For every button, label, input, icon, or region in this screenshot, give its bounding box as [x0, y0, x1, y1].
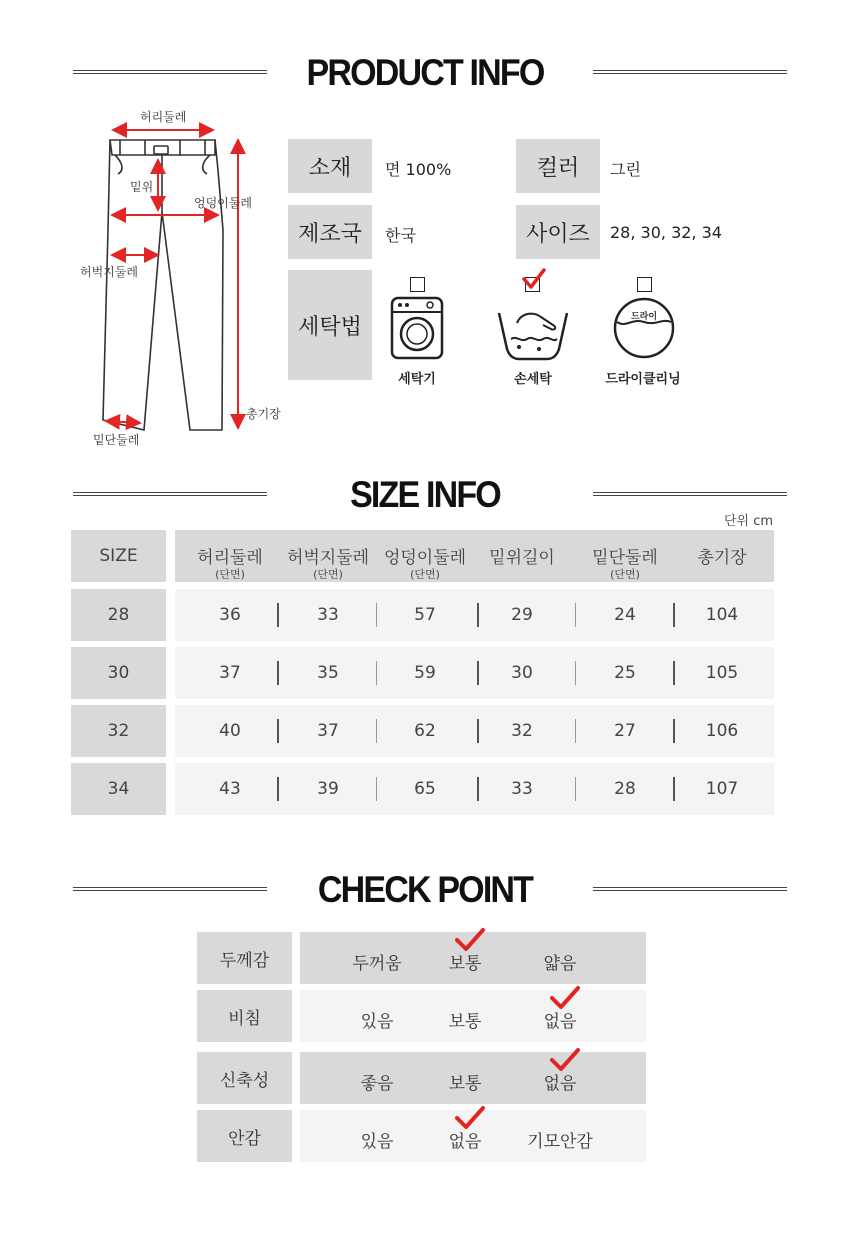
size-header-sub: (단면) [410, 568, 440, 581]
size-header-label: 밑단둘레 [592, 548, 658, 568]
column-divider [673, 661, 675, 685]
check-point-option: 얇음 [543, 954, 577, 974]
column-divider [477, 603, 479, 627]
hand-wash-icon [495, 305, 571, 361]
size-header-sub: (단면) [313, 568, 343, 581]
check-point-option: 있음 [360, 1132, 394, 1152]
check-point-option: 기모안감 [527, 1132, 593, 1152]
product-info-title: PRODUCT INFO [306, 52, 544, 93]
column-divider [277, 661, 279, 685]
check-point-option: 보통 [448, 1012, 482, 1032]
column-divider [673, 777, 675, 801]
size-cell-value: 105 [705, 663, 739, 683]
column-divider [477, 661, 479, 685]
diagram-waist-label: 허리둘레 [140, 110, 187, 124]
column-divider [575, 777, 576, 801]
check-point-option: 보통 [448, 1074, 482, 1094]
size-info-title: SIZE INFO [350, 474, 500, 515]
column-divider [376, 719, 377, 743]
size-cell-value: 59 [414, 663, 436, 683]
color-label: 컬러 [516, 139, 600, 193]
size-header-label: 밑위길이 [489, 548, 555, 568]
size-cell-value: 24 [614, 605, 636, 625]
size-header-label: 허리둘레 [197, 548, 263, 568]
check-point-option: 두꺼움 [352, 954, 402, 974]
color-value: 그린 [610, 160, 641, 179]
size-row-label: 34 [71, 763, 166, 815]
size-header-label: 엉덩이둘레 [383, 548, 467, 568]
column-divider [277, 777, 279, 801]
column-divider [376, 777, 377, 801]
check-point-label: 안감 [197, 1110, 292, 1162]
size-header-label: 총기장 [697, 548, 747, 568]
check-mark-icon [522, 268, 546, 290]
size-cell-value: 57 [414, 605, 436, 625]
size-cell-value: 30 [511, 663, 533, 683]
size-cell-value: 29 [511, 605, 533, 625]
check-point-option: 없음 [448, 1132, 482, 1152]
size-header-sub: (단면) [610, 568, 640, 581]
size-cell-value: 32 [511, 721, 533, 741]
size-label: 사이즈 [516, 205, 600, 259]
size-cell-value: 43 [219, 779, 241, 799]
check-point-option: 보통 [448, 954, 482, 974]
diagram-rise-label: 밑위 [130, 180, 154, 194]
size-cell-value: 39 [317, 779, 339, 799]
size-cell-value: 28 [614, 779, 636, 799]
size-cell-value: 62 [414, 721, 436, 741]
size-cell-value: 40 [219, 721, 241, 741]
pants-outline [103, 140, 223, 430]
size-cell-value: 36 [219, 605, 241, 625]
size-cell-value: 104 [705, 605, 739, 625]
check-point-label: 신축성 [197, 1052, 292, 1104]
size-row-label: 28 [71, 589, 166, 641]
column-divider [277, 603, 279, 627]
size-cell-value: 33 [511, 779, 533, 799]
check-point-title: CHECK POINT [317, 869, 533, 910]
size-cell-value: 35 [317, 663, 339, 683]
column-divider [277, 719, 279, 743]
column-divider [376, 661, 377, 685]
material-value: 면 100% [385, 160, 452, 179]
diagram-hip-label: 엉덩이둘레 [194, 196, 252, 210]
diagram-length-label: 총기장 [246, 407, 281, 421]
machine-wash-checkbox [410, 277, 425, 292]
column-divider [376, 603, 377, 627]
size-header-sub: (단면) [215, 568, 245, 581]
washing-machine-icon [390, 296, 444, 360]
size-cell-value: 37 [219, 663, 241, 683]
check-mark-icon [550, 1048, 580, 1072]
check-point-option: 없음 [543, 1074, 577, 1094]
size-cell-value: 25 [614, 663, 636, 683]
size-row-label: 30 [71, 647, 166, 699]
check-mark-icon [550, 986, 580, 1010]
hand-wash-label: 손세탁 [514, 372, 552, 387]
size-header-corner: SIZE [71, 530, 166, 582]
material-label: 소재 [288, 139, 372, 193]
size-header-label: 허벅지둘레 [286, 548, 370, 568]
column-divider [673, 719, 675, 743]
size-cell-value: 106 [705, 721, 739, 741]
origin-label: 제조국 [288, 205, 372, 259]
check-mark-icon [455, 928, 485, 952]
dry-clean-badge: 드라이 [630, 312, 658, 322]
dry-clean-label: 드라이클리닝 [605, 372, 681, 387]
unit-label: 단위 cm [724, 514, 774, 529]
size-cell-value: 33 [317, 605, 339, 625]
wash-label: 세탁법 [288, 270, 372, 380]
size-row-label: 32 [71, 705, 166, 757]
size-value: 28, 30, 32, 34 [610, 223, 722, 242]
size-cell-value: 37 [317, 721, 339, 741]
column-divider [575, 603, 576, 627]
size-cell-value: 27 [614, 721, 636, 741]
check-point-option: 좋음 [360, 1074, 394, 1094]
check-point-option: 있음 [360, 1012, 394, 1032]
machine-wash-label: 세탁기 [398, 372, 436, 387]
column-divider [477, 719, 479, 743]
dry-clean-icon [612, 296, 676, 360]
column-divider [575, 661, 576, 685]
check-point-option: 없음 [543, 1012, 577, 1032]
diagram-thigh-label: 허벅지둘레 [80, 265, 138, 279]
size-cell-value: 65 [414, 779, 436, 799]
dry-clean-checkbox [637, 277, 652, 292]
size-cell-value: 107 [705, 779, 739, 799]
column-divider [477, 777, 479, 801]
diagram-hem-label: 밑단둘레 [93, 433, 140, 447]
check-point-label: 비침 [197, 990, 292, 1042]
check-point-label: 두께감 [197, 932, 292, 984]
check-mark-icon [455, 1106, 485, 1130]
column-divider [673, 603, 675, 627]
origin-value: 한국 [385, 226, 416, 245]
column-divider [575, 719, 576, 743]
